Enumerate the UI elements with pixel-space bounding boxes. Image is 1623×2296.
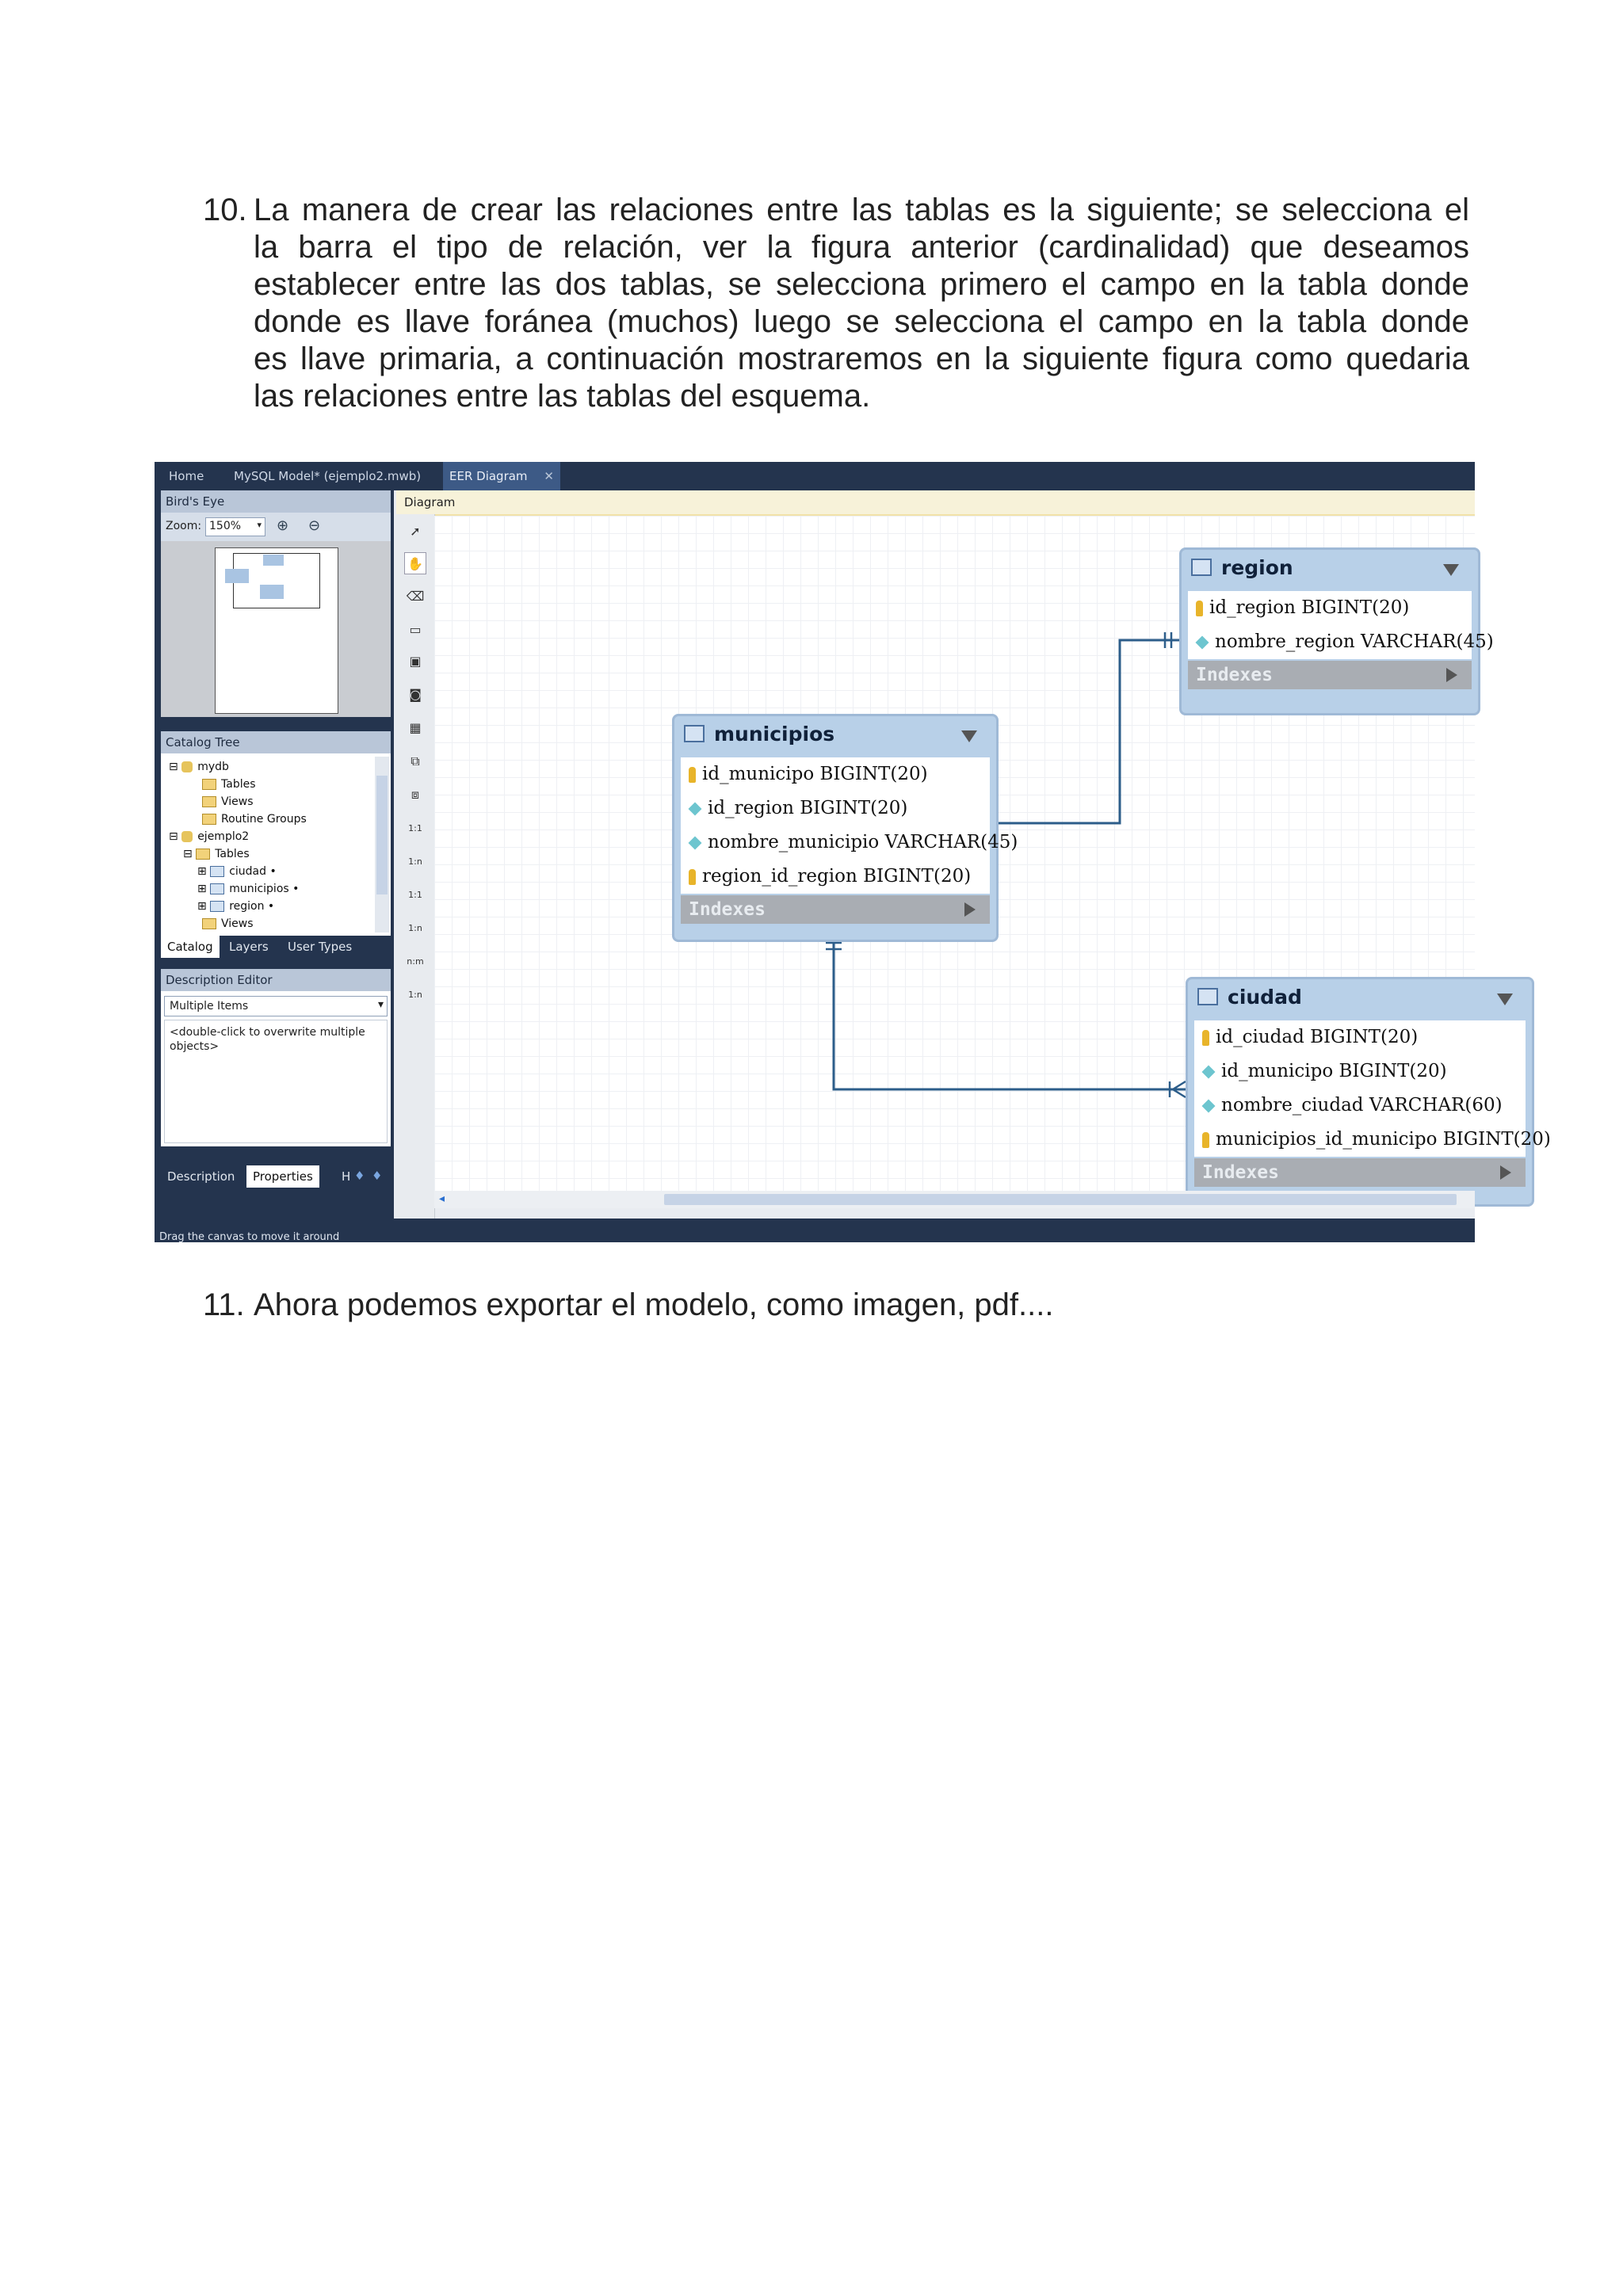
paragraph-line: establecer entre las dos tablas, se selecciona primero el campo en la tabla donde xyxy=(254,267,1469,302)
scroll-left-icon[interactable]: ◂ xyxy=(439,1192,445,1205)
primary-key-icon xyxy=(689,767,696,783)
scrollbar-thumb[interactable] xyxy=(376,776,388,894)
diagram-header xyxy=(396,490,1475,516)
description-select-value: Multiple Items xyxy=(170,1000,249,1013)
indexes-row[interactable] xyxy=(1188,661,1472,689)
folder-icon xyxy=(196,849,210,860)
collapse-icon: ⊟ xyxy=(169,761,182,773)
zoom-row xyxy=(161,513,391,541)
tree-item[interactable] xyxy=(169,758,229,776)
layer-icon[interactable]: ▭ xyxy=(409,622,422,637)
tree-item-label: Tables xyxy=(221,778,256,791)
tab-user-types[interactable]: User Types xyxy=(288,940,353,954)
tree-item-label: municipios xyxy=(229,883,289,895)
column-icon xyxy=(689,803,702,816)
table-field[interactable] xyxy=(1188,625,1494,658)
birds-eye-table xyxy=(263,555,284,566)
tree-item[interactable] xyxy=(169,828,249,845)
paragraph-number: 10. xyxy=(203,193,247,227)
diagram-canvas[interactable] xyxy=(434,516,1551,1191)
column-icon xyxy=(1202,1066,1216,1079)
bullet-icon: • xyxy=(288,883,300,895)
tree-item-label: Tables xyxy=(215,848,250,860)
table-title: region xyxy=(1221,556,1293,579)
zoom-out-icon[interactable]: ⊖ xyxy=(308,517,321,534)
diagram-title: Diagram xyxy=(404,495,456,509)
hand-icon[interactable]: ✋ xyxy=(404,552,426,574)
birds-eye-view[interactable] xyxy=(161,541,391,717)
field-label: nombre_ciudad VARCHAR(60) xyxy=(1221,1095,1503,1116)
primary-key-icon xyxy=(1196,601,1203,616)
table-field[interactable] xyxy=(1188,591,1409,624)
indexes-label: Indexes xyxy=(1196,665,1273,685)
catalog-tree xyxy=(161,753,391,936)
field-label: id_municipo BIGINT(20) xyxy=(702,764,928,784)
expand-icon: ⊞ xyxy=(197,883,211,895)
table-fields xyxy=(1188,591,1494,659)
folder-icon xyxy=(202,796,216,807)
field-label: id_region BIGINT(20) xyxy=(708,798,908,818)
tab-home[interactable]: Home xyxy=(169,469,204,483)
indexes-label: Indexes xyxy=(689,899,766,920)
table-icon xyxy=(210,901,224,912)
tab-eer-diagram[interactable] xyxy=(443,462,560,490)
paragraph-line: la barra el tipo de relación, ver la figura anterior (cardinalidad) que deseamos xyxy=(254,230,1469,265)
scrollbar[interactable] xyxy=(375,757,389,933)
image-icon[interactable]: ◙ xyxy=(409,687,422,702)
tab-eer-diagram-label: EER Diagram xyxy=(449,469,528,483)
expand-arrow-icon xyxy=(964,902,976,917)
catalog-tabs xyxy=(161,936,391,958)
tab-model[interactable]: MySQL Model* (ejemplo2.mwb) xyxy=(234,469,422,483)
description-editor-header: Description Editor xyxy=(161,969,391,991)
tab-history[interactable]: H xyxy=(342,1169,351,1184)
description-tabs xyxy=(161,1165,391,1188)
relation-ciudad-municipios[interactable] xyxy=(834,935,1186,1089)
table-icon xyxy=(1191,559,1212,576)
tab-bar xyxy=(155,462,1475,490)
field-label: nombre_region VARCHAR(45) xyxy=(1215,631,1494,652)
table-title: ciudad xyxy=(1228,986,1302,1009)
table-icon xyxy=(210,883,224,894)
expand-icon: ⊞ xyxy=(197,865,211,878)
diagram-toolbar xyxy=(396,514,435,1239)
folder-icon xyxy=(202,814,216,825)
expand-arrow-icon xyxy=(1446,668,1457,682)
primary-key-icon xyxy=(1202,1030,1209,1046)
indexes-row[interactable] xyxy=(681,895,990,924)
table-field[interactable] xyxy=(681,757,928,791)
table-title: municipios xyxy=(714,723,835,746)
paragraph-line: La manera de crear las relaciones entre las tablas es la siguiente; se selecciona el xyxy=(254,193,1469,227)
tree-item[interactable] xyxy=(202,793,254,810)
paragraph-text xyxy=(254,192,1469,415)
description-editor xyxy=(161,991,391,1146)
table-municipios[interactable] xyxy=(672,714,1018,942)
pointer-icon[interactable]: ➚ xyxy=(410,524,421,539)
tree-item[interactable] xyxy=(197,863,277,880)
field-label: id_municipo BIGINT(20) xyxy=(1221,1061,1447,1081)
paragraph-number: 11. xyxy=(203,1287,245,1322)
description-select[interactable] xyxy=(164,996,388,1016)
tree-item[interactable] xyxy=(202,776,256,793)
tab-catalog[interactable]: Catalog xyxy=(161,936,220,958)
table-ciudad[interactable] xyxy=(1186,977,1551,1207)
table-icon xyxy=(210,866,224,877)
tree-item[interactable] xyxy=(202,810,307,828)
close-icon[interactable]: ✕ xyxy=(544,469,554,483)
description-textarea[interactable] xyxy=(164,1020,388,1143)
folder-icon xyxy=(202,779,216,790)
scrollbar-thumb[interactable] xyxy=(664,1194,1457,1205)
chevron-down-icon: ▾ xyxy=(257,520,262,530)
tab-properties[interactable]: Properties xyxy=(246,1165,319,1188)
relation-1-1-tool[interactable]: 1:1 xyxy=(408,823,422,833)
tree-item-label: mydb xyxy=(197,761,229,773)
bullet-icon: • xyxy=(266,865,277,878)
expand-icon: ⊞ xyxy=(197,900,211,913)
paragraph-line: las relaciones entre las tablas del esquema. xyxy=(254,379,871,414)
text-icon[interactable]: ▣ xyxy=(409,654,422,669)
birds-eye-table xyxy=(260,585,284,599)
collapse-icon: ⊟ xyxy=(169,830,182,843)
description-hint: <double-click to overwrite multiple objects> xyxy=(170,1026,365,1053)
tree-item-label: Routine Groups xyxy=(221,813,307,826)
routine-group-icon[interactable]: ⧈ xyxy=(411,787,420,802)
table-field[interactable] xyxy=(681,860,971,893)
database-icon xyxy=(181,761,193,772)
table-field[interactable] xyxy=(1194,1020,1418,1054)
birds-eye-page xyxy=(215,547,338,714)
tab-layers[interactable]: Layers xyxy=(229,940,269,954)
zoom-in-icon[interactable]: ⊕ xyxy=(277,517,289,534)
table-icon xyxy=(684,725,705,742)
tree-item[interactable] xyxy=(202,915,254,930)
zoom-value: 150% xyxy=(209,520,242,532)
collapse-icon[interactable] xyxy=(1497,994,1513,1005)
foreign-key-icon xyxy=(1202,1132,1209,1148)
table-fields xyxy=(681,757,1018,894)
zoom-label: Zoom: xyxy=(166,520,202,532)
workbench-screenshot xyxy=(155,462,1551,1243)
field-label: nombre_municipio VARCHAR(45) xyxy=(708,832,1018,852)
tree-item[interactable] xyxy=(197,880,299,898)
indexes-row[interactable] xyxy=(1194,1158,1526,1187)
tree-item-label: region xyxy=(229,900,265,913)
relation-1-1-identifying-tool[interactable]: 1:1 xyxy=(408,890,422,900)
expand-arrow-icon xyxy=(1500,1165,1511,1180)
collapse-icon[interactable] xyxy=(961,730,977,742)
table-region[interactable] xyxy=(1179,547,1494,715)
table-icon[interactable]: ▦ xyxy=(409,720,422,735)
collapse-icon[interactable] xyxy=(1443,564,1459,576)
status-text: Drag the canvas to move it around xyxy=(159,1231,340,1243)
tree-item-label: ciudad xyxy=(229,865,266,878)
birds-eye-header: Bird's Eye xyxy=(161,490,391,513)
column-icon xyxy=(689,837,702,850)
status-bar xyxy=(155,1219,1475,1242)
bullet-icon: • xyxy=(264,900,275,913)
folder-icon xyxy=(202,918,216,929)
table-icon xyxy=(1197,988,1218,1005)
relation-1-n-tool[interactable]: 1:n xyxy=(408,856,422,867)
tree-item[interactable] xyxy=(183,845,250,863)
foreign-key-icon xyxy=(689,869,696,885)
field-label: municipios_id_municipo BIGINT(20) xyxy=(1216,1129,1551,1150)
birds-eye-table xyxy=(225,569,249,583)
field-label: id_ciudad BIGINT(20) xyxy=(1216,1027,1419,1047)
indexes-label: Indexes xyxy=(1202,1162,1279,1183)
tree-item-label: Views xyxy=(221,795,254,808)
arrow-up-icon[interactable]: ♦ xyxy=(354,1169,365,1183)
field-label: id_region BIGINT(20) xyxy=(1209,597,1410,618)
collapse-icon: ⊟ xyxy=(183,848,197,860)
left-sidebar xyxy=(155,490,394,1219)
zoom-select[interactable] xyxy=(205,517,265,536)
table-field[interactable] xyxy=(1194,1123,1551,1156)
table-field[interactable] xyxy=(681,826,1018,859)
tree-item-label: ejemplo2 xyxy=(197,830,250,843)
relation-n-m-tool[interactable]: n:m xyxy=(407,956,424,967)
column-icon xyxy=(1202,1100,1216,1113)
table-fields xyxy=(1194,1020,1551,1157)
arrow-down-icon[interactable]: ♦ xyxy=(372,1169,383,1183)
table-field[interactable] xyxy=(1194,1089,1503,1122)
paragraph-text xyxy=(254,1287,1469,1324)
column-icon xyxy=(1196,636,1209,650)
table-field[interactable] xyxy=(1194,1055,1447,1088)
view-icon[interactable]: ⧉ xyxy=(411,753,420,769)
paragraph-line: Ahora podemos exportar el modelo, como imagen, pdf.... xyxy=(254,1287,1054,1322)
horizontal-scrollbar[interactable] xyxy=(434,1191,1475,1208)
database-icon xyxy=(181,831,193,842)
field-label: region_id_region BIGINT(20) xyxy=(702,866,972,887)
paragraph-line: es llave primaria, a continuación mostraremos en la siguiente figura como quedaria xyxy=(254,341,1469,376)
tab-description[interactable]: Description xyxy=(167,1169,235,1184)
paragraph-line: donde es llave foránea (muchos) luego se selecciona el campo en la tabla donde xyxy=(254,304,1469,339)
tree-item[interactable] xyxy=(197,898,274,915)
chevron-down-icon: ▾ xyxy=(377,998,384,1011)
eraser-icon[interactable]: ⌫ xyxy=(406,589,425,604)
relation-1-n-identifying-tool[interactable]: 1:n xyxy=(408,923,422,933)
tree-item-label: Views xyxy=(221,917,254,930)
catalog-tree-header: Catalog Tree xyxy=(161,731,391,753)
table-field[interactable] xyxy=(681,791,907,825)
relation-existing-tool[interactable]: 1:n xyxy=(408,990,422,1000)
